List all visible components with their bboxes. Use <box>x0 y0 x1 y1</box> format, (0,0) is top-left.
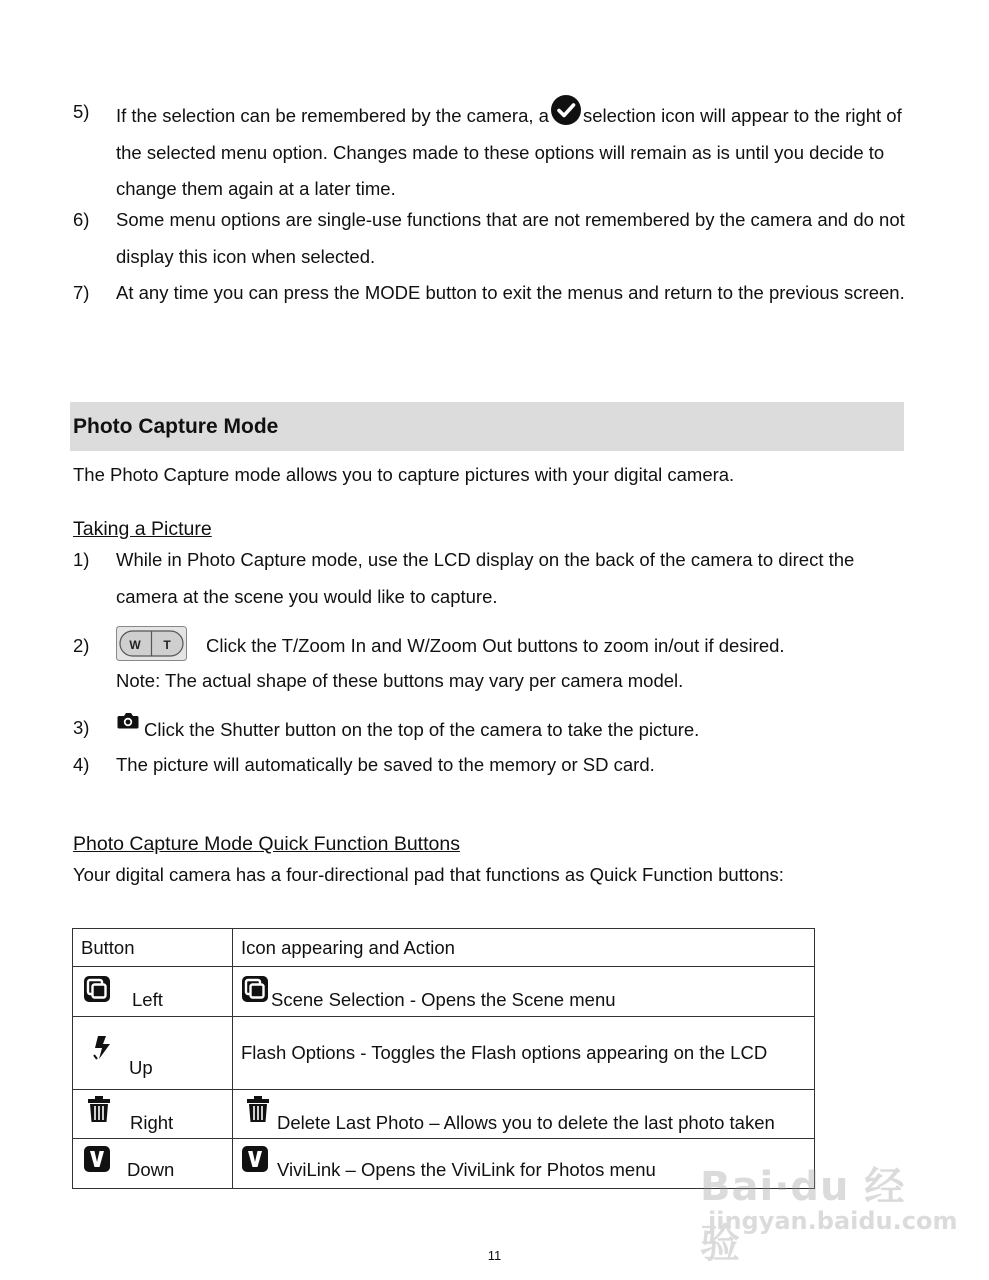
watermark-brand: Bai·du 经验 <box>700 1164 906 1267</box>
watermark-url: jingyan.baidu.com <box>708 1207 958 1235</box>
step-3 <box>73 710 908 749</box>
quick-buttons-intro: Your digital camera has a four-directional pad that functions as Quick Function buttons: <box>73 864 784 885</box>
section-intro: The Photo Capture mode allows you to capture pictures with your digital camera. <box>73 464 735 485</box>
trash-icon <box>85 1095 113 1123</box>
trash-icon <box>244 1095 272 1123</box>
quick-function-table <box>72 928 815 1189</box>
button-label: Up <box>129 1057 153 1078</box>
table-row <box>73 967 815 1017</box>
button-label: Left <box>132 989 163 1010</box>
table-row <box>73 1090 815 1139</box>
zoom-buttons-icon <box>116 626 187 661</box>
table-header-cell: Button <box>73 929 233 967</box>
step-text: Click the Shutter button on the top of the camera to take the picture. <box>144 719 700 740</box>
page-number: 11 <box>487 1248 502 1263</box>
list-text-before: If the selection can be remembered by the camera, a <box>116 105 549 126</box>
list-item-5 <box>73 94 908 208</box>
step-note: Note: The actual shape of these buttons may vary per camera model. <box>116 669 684 691</box>
list-number: 7) <box>73 282 90 303</box>
step-number: 3) <box>73 717 90 738</box>
list-number: 6) <box>73 209 90 230</box>
list-item-7 <box>73 275 908 312</box>
flash-icon <box>90 1033 118 1061</box>
checkmark-icon <box>550 94 582 126</box>
list-text: Some menu options are single-use functions that are not remembered by the camera and do not display this icon when selected. <box>116 209 905 267</box>
section-header <box>70 402 904 451</box>
step-text: While in Photo Capture mode, use the LCD display on the back of the camera to direct the camera at the scene you would like to capture. <box>116 549 855 607</box>
step-number: 4) <box>73 754 90 775</box>
button-label: Right <box>130 1112 174 1133</box>
action-text: Delete Last Photo – Allows you to delete the last photo taken <box>277 1112 775 1133</box>
quick-buttons-heading: Photo Capture Mode Quick Function Buttons <box>73 833 460 855</box>
step-text: Click the T/Zoom In and W/Zoom Out buttons to zoom in/out if desired. <box>206 635 785 656</box>
list-text: At any time you can press the MODE button to exit the menus and return to the previous screen. <box>116 282 905 303</box>
list-item-6 <box>73 202 908 275</box>
zoom-t-label: T <box>163 638 171 652</box>
step-2 <box>73 628 908 699</box>
vivilink-icon <box>83 1145 111 1173</box>
list-text-after: selection icon will appear to the right of the selected menu option. Changes made to these options will remain as is until you decide to change them again at a later time. <box>116 105 902 199</box>
vivilink-icon <box>241 1145 269 1173</box>
table-header-row <box>73 929 815 967</box>
step-text: The picture will automatically be saved to the memory or SD card. <box>116 754 655 775</box>
section-title: Photo Capture Mode <box>73 415 279 438</box>
camera-icon <box>116 710 140 730</box>
step-4 <box>73 747 908 784</box>
step-number: 2) <box>73 635 90 656</box>
action-text: Scene Selection - Opens the Scene menu <box>271 989 616 1010</box>
step-1 <box>73 542 908 615</box>
action-text: Flash Options - Toggles the Flash options appearing on the LCD <box>241 1042 768 1063</box>
button-label: Down <box>127 1159 175 1180</box>
zoom-w-label: W <box>129 638 141 652</box>
table-header-cell: Icon appearing and Action <box>233 929 815 967</box>
scene-icon <box>83 975 111 1003</box>
table-row <box>73 1017 815 1090</box>
action-text: ViviLink – Opens the ViviLink for Photos menu <box>277 1159 656 1180</box>
list-number: 5) <box>73 101 90 122</box>
scene-icon <box>241 975 269 1003</box>
step-number: 1) <box>73 549 90 570</box>
baidu-watermark <box>700 1155 958 1267</box>
taking-picture-heading: Taking a Picture <box>73 518 212 540</box>
